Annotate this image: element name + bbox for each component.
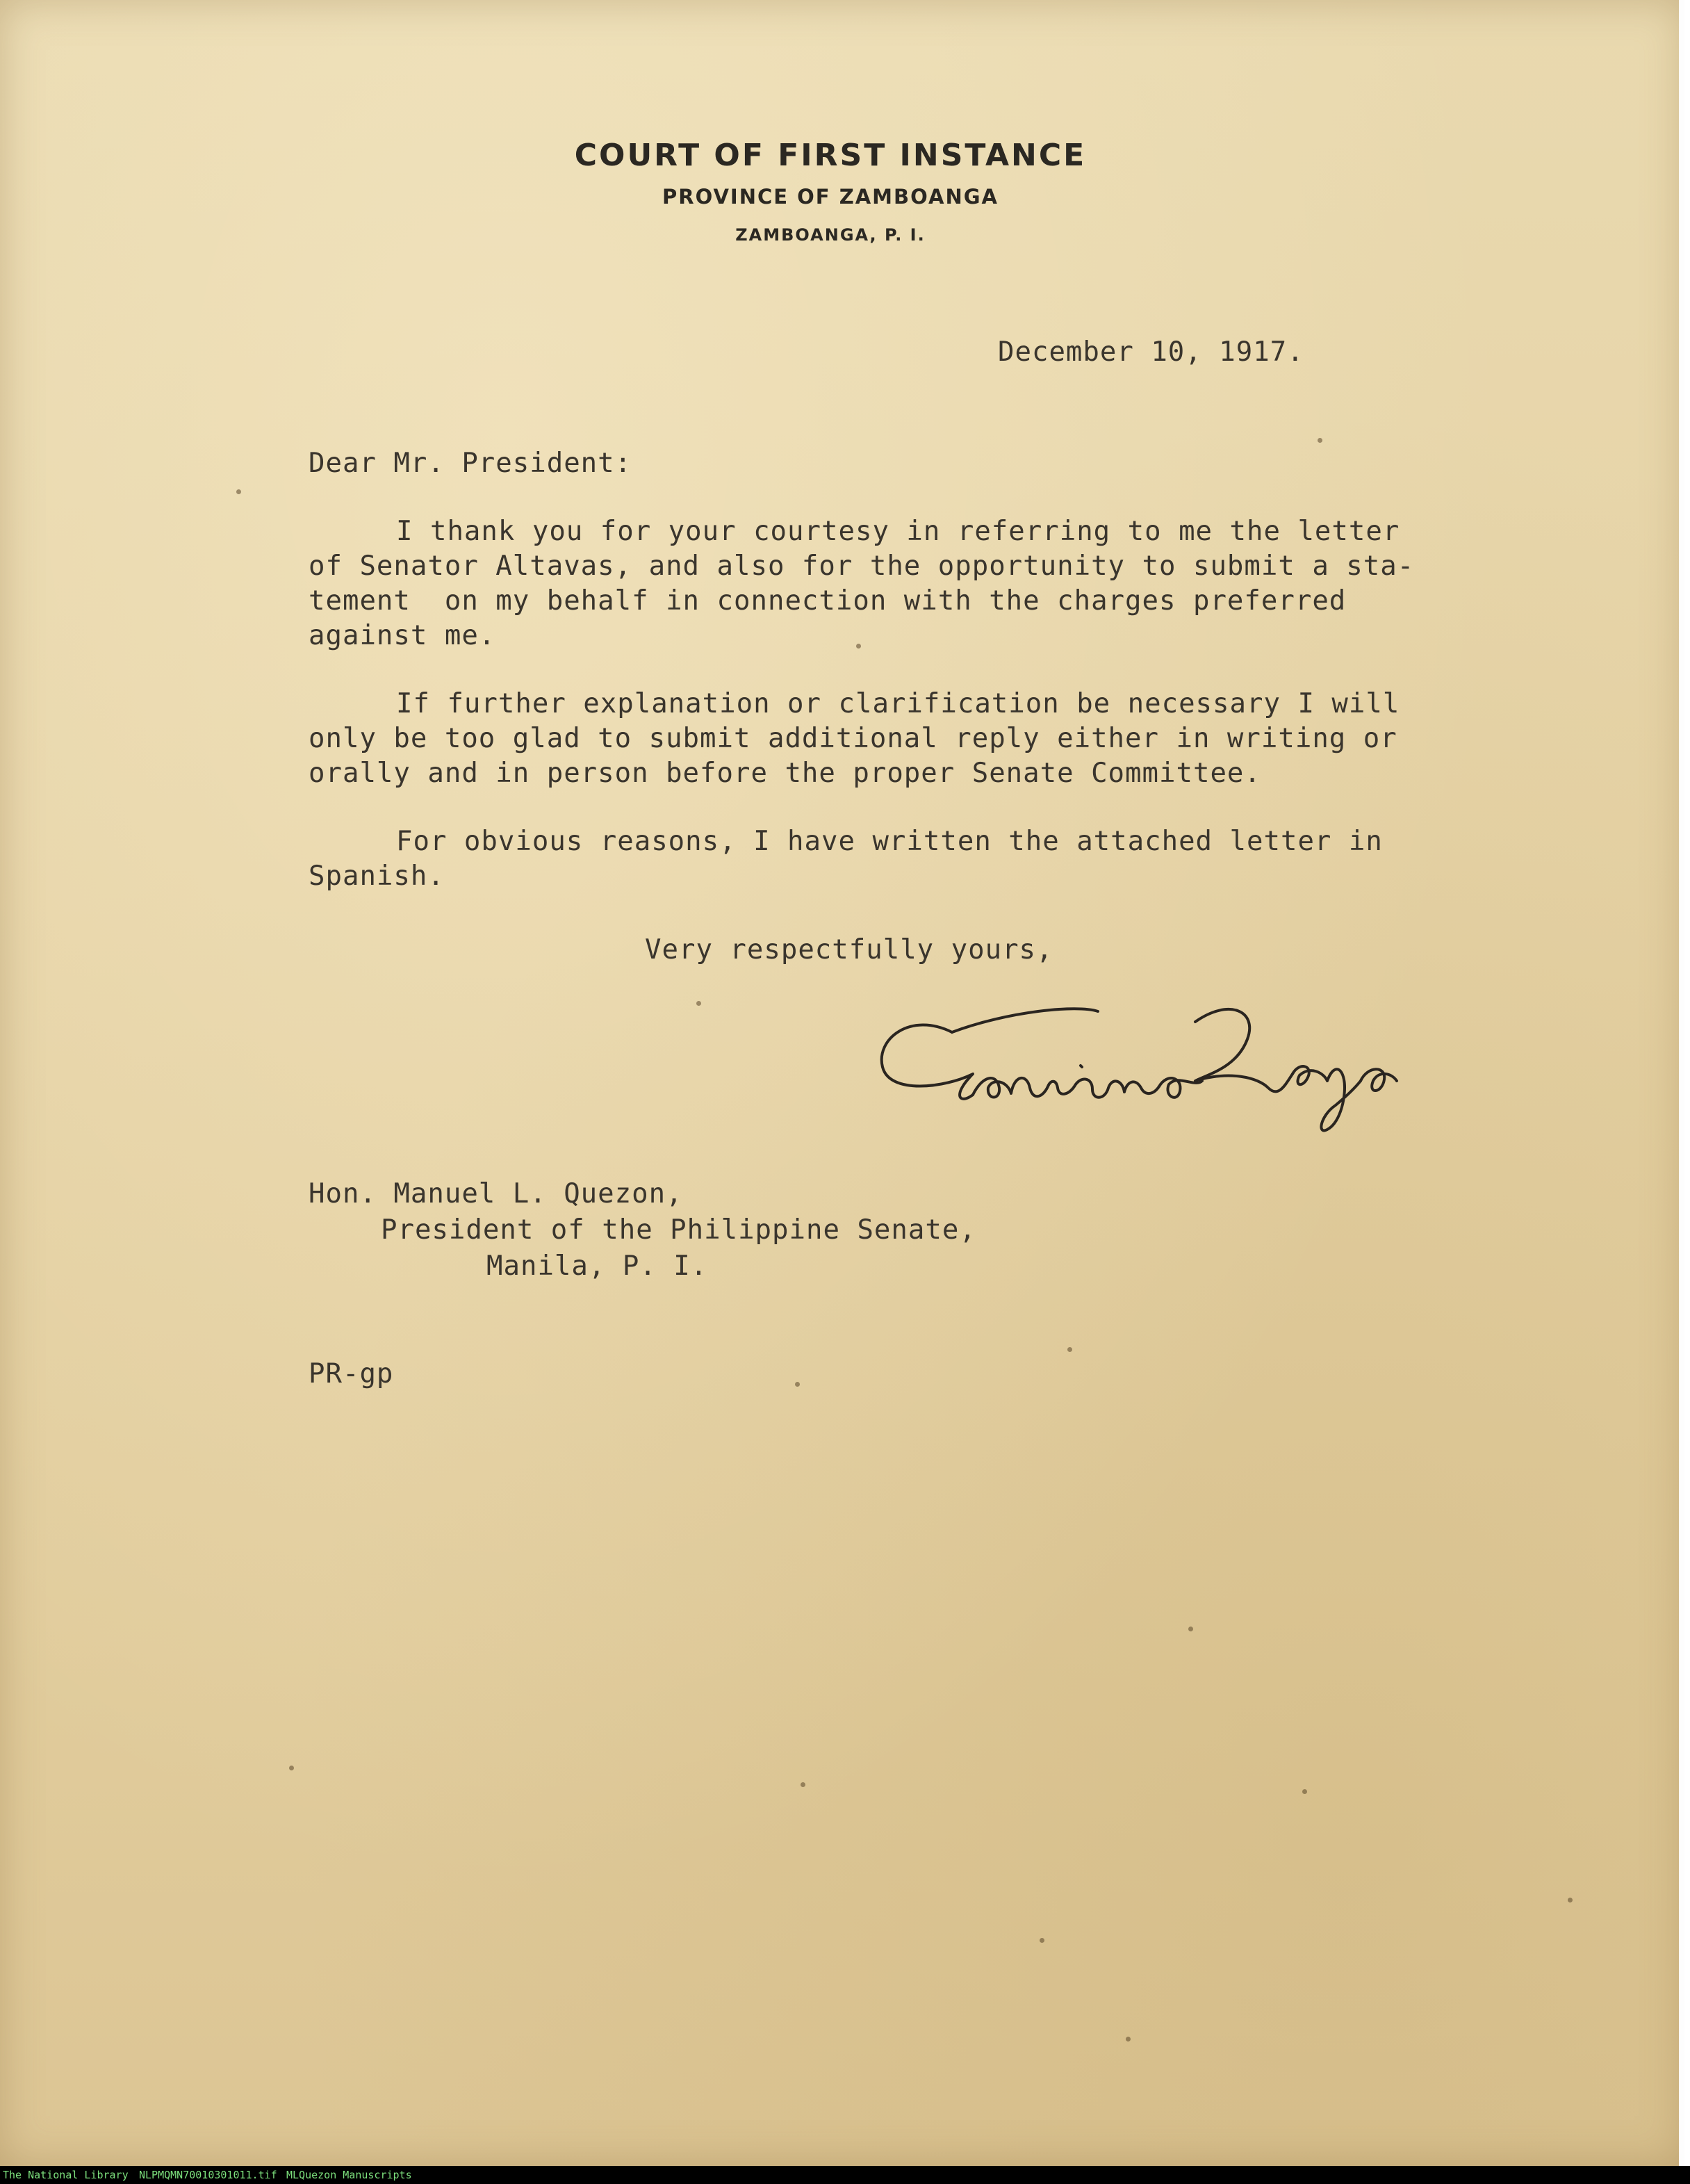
paper-speck bbox=[1126, 2037, 1131, 2042]
paragraph-line: of Senator Altavas, and also for the opportunity to submit a sta- bbox=[309, 551, 1415, 582]
paper-speck bbox=[1040, 1938, 1044, 1943]
closing: Very respectfully yours, bbox=[645, 934, 1053, 965]
paragraph-2 bbox=[309, 687, 1400, 791]
paragraph-3 bbox=[309, 824, 1383, 894]
page-edge bbox=[1679, 0, 1684, 2166]
footer-collection: MLQuezon Manuscripts bbox=[286, 2169, 412, 2181]
footer-library: The National Library bbox=[3, 2169, 129, 2181]
paragraph-line: only be too glad to submit additional reply either in writing or bbox=[309, 723, 1397, 754]
signature-image bbox=[869, 984, 1459, 1136]
paper-speck bbox=[795, 1382, 800, 1387]
paragraph-line: If further explanation or clarification be necessary I will bbox=[396, 688, 1400, 719]
typist-initials: PR-gp bbox=[309, 1358, 394, 1390]
letterhead-city: ZAMBOANGA, P. I. bbox=[735, 225, 926, 245]
recipient-address bbox=[309, 1176, 976, 1285]
footer-file: NLPMQMN70010301011.tif bbox=[139, 2169, 277, 2181]
paper-speck bbox=[1302, 1789, 1307, 1794]
paper-speck bbox=[1568, 1898, 1573, 1902]
paragraph-line: Spanish. bbox=[309, 861, 445, 892]
paper-speck bbox=[289, 1766, 294, 1770]
paragraph-line: For obvious reasons, I have written the attached letter in bbox=[396, 826, 1383, 857]
paper-speck bbox=[236, 489, 241, 494]
paragraph-line: tement on my behalf in connection with the charges preferred bbox=[309, 585, 1347, 617]
recipient-title: President of the Philippine Senate, bbox=[381, 1214, 976, 1246]
paragraph-1 bbox=[309, 514, 1414, 653]
letter-date: December 10, 1917. bbox=[998, 336, 1304, 368]
scan-footer-bar bbox=[0, 2166, 1690, 2184]
paragraph-line: against me. bbox=[309, 620, 496, 651]
letterhead-province: PROVINCE OF ZAMBOANGA bbox=[662, 185, 999, 209]
paragraph-line: orally and in person before the proper Senate Committee. bbox=[309, 758, 1261, 789]
paper-speck bbox=[1067, 1347, 1072, 1352]
paper-speck bbox=[696, 1001, 701, 1006]
paper-speck bbox=[801, 1782, 805, 1787]
recipient-name: Hon. Manuel L. Quezon, bbox=[309, 1178, 683, 1209]
paper-speck bbox=[1318, 438, 1322, 443]
recipient-location: Manila, P. I. bbox=[486, 1250, 708, 1282]
letterhead-court: COURT OF FIRST INSTANCE bbox=[574, 138, 1087, 173]
paragraph-line: I thank you for your courtesy in referring to me the letter bbox=[396, 516, 1400, 547]
salutation: Dear Mr. President: bbox=[309, 448, 632, 479]
paper-speck bbox=[1188, 1627, 1193, 1631]
